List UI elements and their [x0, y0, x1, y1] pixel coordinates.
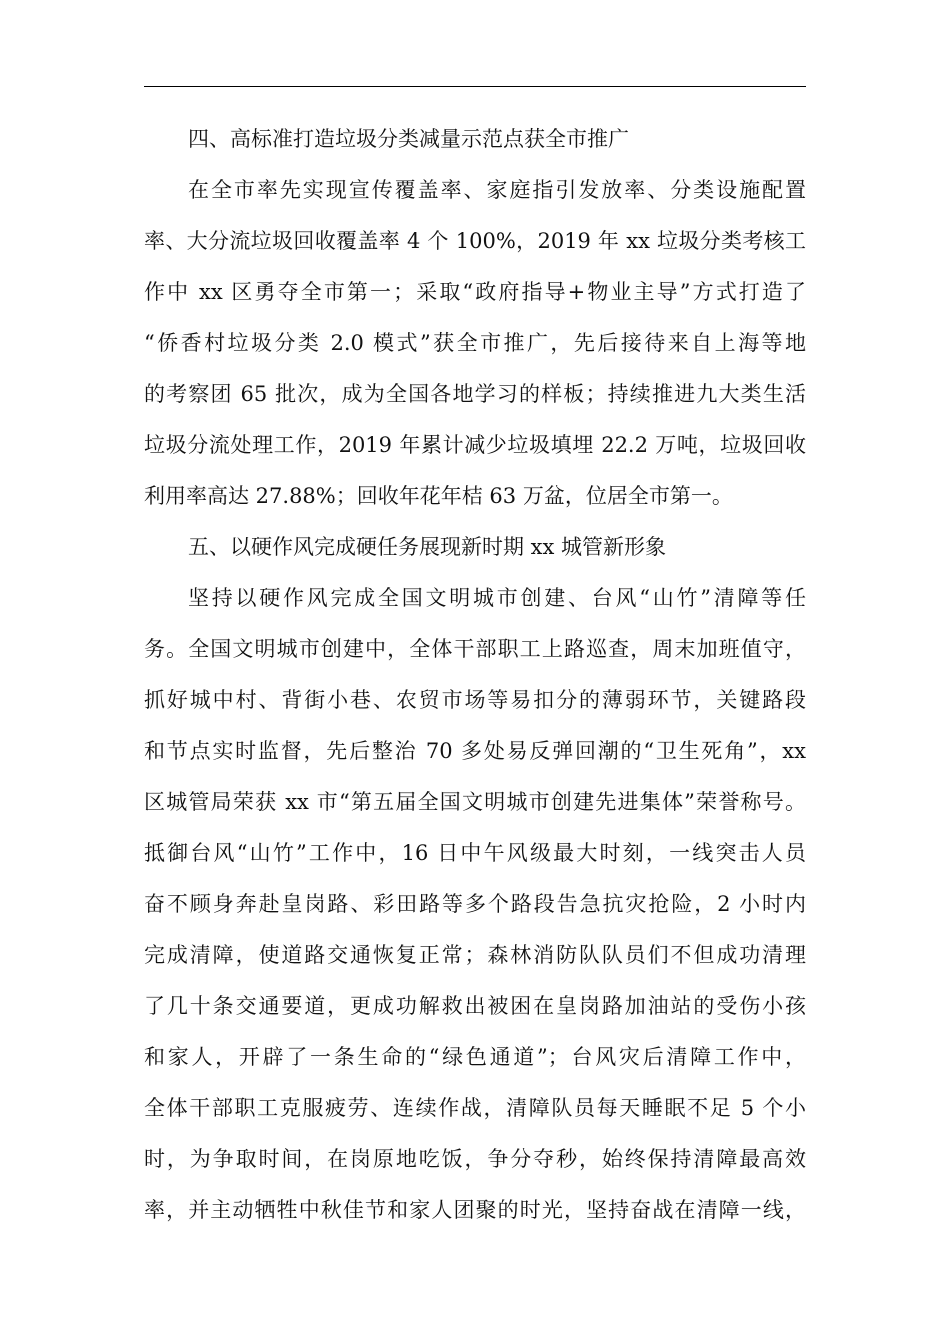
paragraph-line: 坚持以硬作风完成全国文明城市创建、台风“山竹”清障等任: [188, 586, 806, 610]
paragraph-line: 垃圾分流处理工作，2019 年累计减少垃圾填埋 22.2 万吨，垃圾回收: [144, 433, 806, 457]
section-heading-5: 五、以硬作风完成硬任务展现新时期 xx 城管新形象: [188, 535, 667, 559]
paragraph-line: 抵御台风“山竹”工作中，16 日中午风级最大时刻，一线突击人员: [144, 841, 806, 865]
section-heading-4: 四、高标准打造垃圾分类减量示范点获全市推广: [188, 127, 629, 151]
paragraph-line: 时，为争取时间，在岗原地吃饭，争分夺秒，始终保持清障最高效: [144, 1147, 806, 1171]
paragraph-line: 利用率高达 27.88%；回收年花年桔 63 万盆，位居全市第一。: [144, 484, 733, 508]
paragraph-line: 完成清障，使道路交通恢复正常；森林消防队队员们不但成功清理: [144, 943, 806, 967]
document-body: [144, 114, 806, 1236]
paragraph-line: 和家人，开辟了一条生命的“绿色通道”；台风灾后清障工作中，: [144, 1045, 806, 1069]
paragraph-line: 区城管局荣获 xx 市“第五届全国文明城市创建先进集体”荣誉称号。: [144, 790, 806, 814]
paragraph-line: 抓好城中村、背街小巷、农贸市场等易扣分的薄弱环节，关键路段: [144, 688, 806, 712]
paragraph-line: 率、大分流垃圾回收覆盖率 4 个 100%，2019 年 xx 垃圾分类考核工: [144, 229, 806, 253]
paragraph-line: 率，并主动牺牲中秋佳节和家人团聚的时光，坚持奋战在清障一线，: [144, 1198, 806, 1222]
paragraph-line: 务。全国文明城市创建中，全体干部职工上路巡查，周末加班值守，: [144, 637, 806, 661]
paragraph-line: “侨香村垃圾分类 2.0 模式”获全市推广，先后接待来自上海等地: [144, 331, 806, 355]
paragraph-line: 奋不顾身奔赴皇岗路、彩田路等多个路段告急抗灾抢险，2 小时内: [144, 892, 806, 916]
header-rule: [144, 86, 806, 87]
paragraph-line: 作中 xx 区勇夺全市第一；采取“政府指导+物业主导”方式打造了: [144, 280, 806, 304]
paragraph-line: 和节点实时监督，先后整治 70 多处易反弹回潮的“卫生死角”，xx: [144, 739, 806, 763]
paragraph-line: 的考察团 65 批次，成为全国各地学习的样板；持续推进九大类生活: [144, 382, 806, 406]
paragraph-line: 在全市率先实现宣传覆盖率、家庭指引发放率、分类设施配置: [188, 178, 806, 202]
paragraph-line: 了几十条交通要道，更成功解救出被困在皇岗路加油站的受伤小孩: [144, 994, 806, 1018]
paragraph-line: 全体干部职工克服疲劳、连续作战，清障队员每天睡眠不足 5 个小: [144, 1096, 806, 1120]
